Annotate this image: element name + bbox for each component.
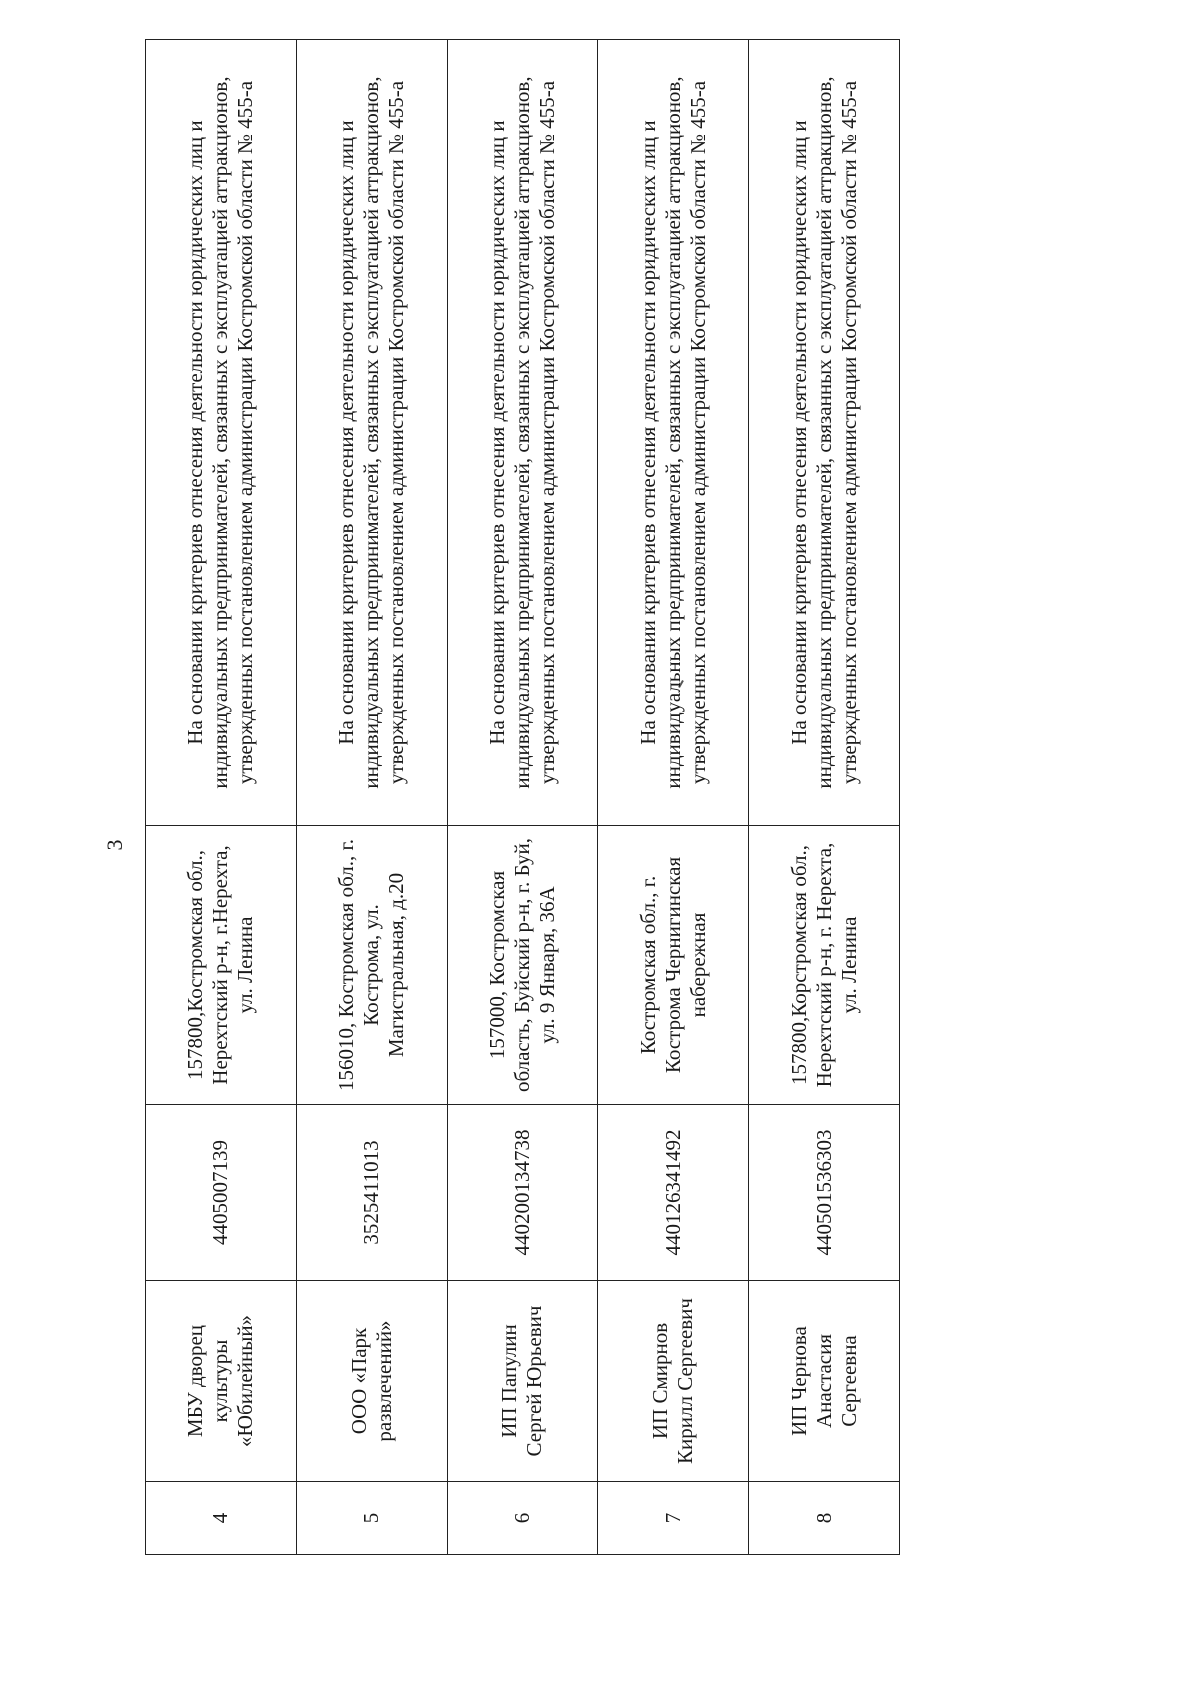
registry-table (145, 39, 900, 1555)
table-row (296, 40, 447, 1555)
row-number: 7 (598, 1482, 749, 1555)
organization-name: ИП Папулин Сергей Юрьевич (447, 1281, 598, 1482)
basis-cell: На основании критериев отнесения деятельности юридических лиц и индивидуальных предпринимателей, связанных с эксплуатацией аттракционов, утвержденных постановлением администрации Костромской области № 455-а (296, 40, 447, 826)
organization-name: ООО «Парк развлечений» (296, 1281, 447, 1482)
basis-cell: На основании критериев отнесения деятельности юридических лиц и индивидуальных предпринимателей, связанных с эксплуатацией аттракционов, утвержденных постановлением администрации Костромской области № 455-а (447, 40, 598, 826)
inn-value: 3525411013 (296, 1105, 447, 1281)
registry-table-container (145, 76, 900, 1555)
row-number: 6 (447, 1482, 598, 1555)
inn-value: 4405007139 (146, 1105, 297, 1281)
inn-value: 440126341492 (598, 1105, 749, 1281)
address-cell: 157800,Корстромская обл., Нерехтский р-н, г. Нерехта, ул. Ленина (749, 826, 900, 1105)
organization-name: ИП Смирнов Кирилл Сергеевич (598, 1281, 749, 1482)
address-cell: 157800,Костромская обл., Нерехтский р-н, г.Нерехта, ул. Ленина (146, 826, 297, 1105)
page-number: 3 (102, 839, 127, 851)
row-number: 4 (146, 1482, 297, 1555)
basis-cell: На основании критериев отнесения деятельности юридических лиц и индивидуальных предпринимателей, связанных с эксплуатацией аттракционов, утвержденных постановлением администрации Костромской области № 455-а (598, 40, 749, 826)
organization-name: МБУ дворец культуры «Юбилейный» (146, 1281, 297, 1482)
organization-name: ИП Чернова Анастасия Сергеевна (749, 1281, 900, 1482)
address-cell: Костромская обл., г. Кострома Чернигинская набережная (598, 826, 749, 1105)
table-row (598, 40, 749, 1555)
row-number: 8 (749, 1482, 900, 1555)
inn-value: 440200134738 (447, 1105, 598, 1281)
table-row (749, 40, 900, 1555)
basis-cell: На основании критериев отнесения деятельности юридических лиц и индивидуальных предпринимателей, связанных с эксплуатацией аттракционов, утвержденных постановлением администрации Костромской области № 455-а (749, 40, 900, 826)
row-number: 5 (296, 1482, 447, 1555)
basis-cell: На основании критериев отнесения деятельности юридических лиц и индивидуальных предпринимателей, связанных с эксплуатацией аттракционов, утвержденных постановлением администрации Костромской области № 455-а (146, 40, 297, 826)
inn-value: 440501536303 (749, 1105, 900, 1281)
table-row (146, 40, 297, 1555)
address-cell: 156010, Костромская обл., г. Кострома, ул. Магистральная, д.20 (296, 826, 447, 1105)
address-cell: 157000, Костромская область, Буйский р-н, г. Буй, ул. 9 Января, 36А (447, 826, 598, 1105)
table-row (447, 40, 598, 1555)
